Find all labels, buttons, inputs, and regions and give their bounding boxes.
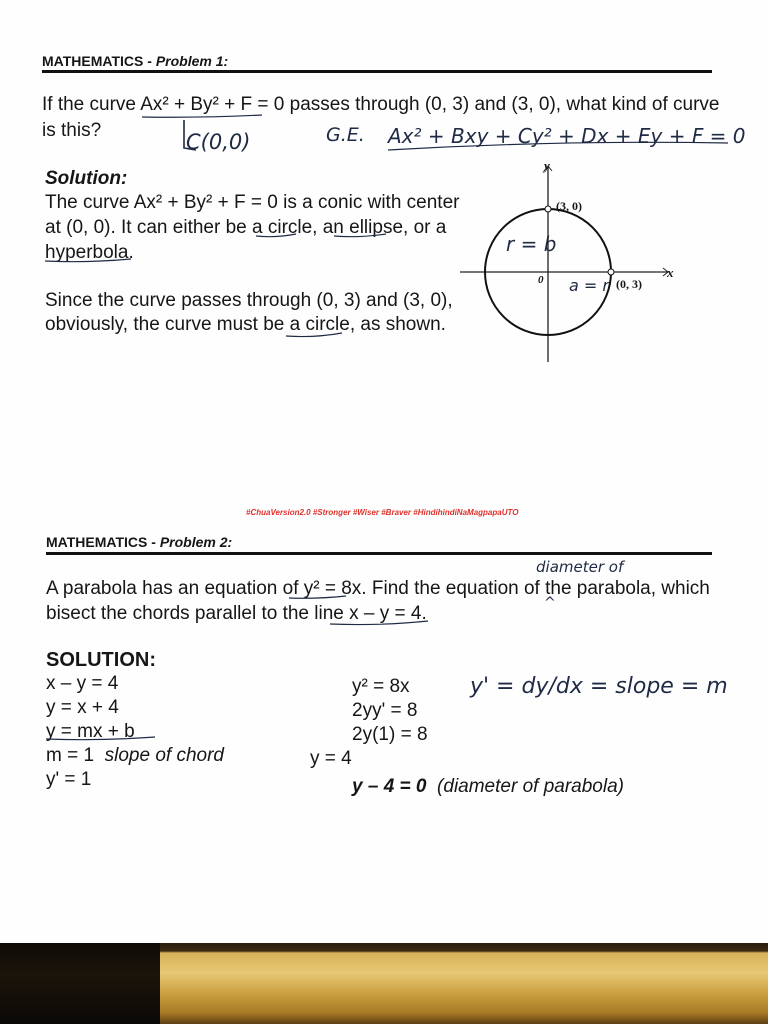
problem1-question-line2: is this? [42, 120, 102, 141]
sol2-left-line: x – y = 4 [46, 673, 119, 694]
hand-r-eq-b: r = b [506, 232, 557, 256]
hand-bracket [184, 120, 196, 150]
solution-line3: hyperbola. [45, 242, 134, 263]
hand-note-general-equation: Ax² + Bxy + Cy² + Dx + Ey + F = 0 [388, 124, 746, 148]
slope-value: m = 1 [46, 745, 95, 766]
answer-note: (diameter of parabola) [437, 776, 624, 797]
solution-line4: Since the curve passes through (0, 3) and (3, 0), [45, 290, 453, 311]
problem1-question-line1: If the curve Ax² + By² + F = 0 passes through (0, 3) and (3, 0), what kind of curve [42, 94, 720, 115]
solution-line5: obviously, the curve must be a circle, as shown. [45, 314, 446, 335]
underline-line-equation [330, 621, 428, 625]
figure-origin-label: 0 [538, 274, 544, 286]
header-dash: - [147, 534, 160, 550]
header-dash: - [143, 53, 156, 69]
underline-slope-form [46, 737, 155, 740]
sol2-left-line: y' = 1 [46, 769, 92, 790]
hand-note-general-equation-label: G.E. [326, 124, 365, 146]
underline-curve-equation [142, 115, 262, 117]
solution-line2: at (0, 0). It can either be a circle, an ellipse, or a [45, 217, 447, 238]
figure-x-axis-label: x [667, 265, 674, 280]
underline-parabola-equation [289, 596, 346, 598]
sol2-middle-line: 2yy' = 8 [352, 700, 418, 721]
underline-circle-answer [286, 333, 342, 337]
hand-a-eq-r: a = r [569, 276, 609, 295]
hand-caret: ^ [544, 595, 556, 611]
underline-hyperbola [45, 259, 131, 262]
header-subject: MATHEMATICS [46, 534, 148, 550]
solution2-title: SOLUTION: [46, 649, 156, 671]
header-problem-number: Problem 1: [155, 53, 229, 69]
circle-figure [460, 166, 668, 362]
sol2-middle-line: y² = 8x [352, 676, 410, 697]
hand-note-center: C(0,0) [186, 130, 251, 154]
solution-title: Solution: [45, 168, 128, 189]
sol2-left-line: y = mx + b [46, 721, 135, 742]
figure-top-point-label: (3, 0) [556, 199, 582, 213]
sol2-middle-line: 2y(1) = 8 [352, 724, 428, 745]
figure-y-axis-label: y [544, 158, 550, 173]
hand-derivative-note: y' = dy/dx = slope = m [470, 674, 728, 699]
underline-circle [256, 234, 296, 237]
header-problem-number: Problem 2: [159, 534, 233, 550]
right-point-marker [608, 269, 614, 275]
hand-insert-diameter-of: diameter of [536, 558, 624, 576]
sol2-y-eq-4: y = 4 [310, 748, 352, 769]
figure-right-point-label: (0, 3) [616, 277, 642, 291]
underline-ellipse [334, 234, 386, 237]
solution-line1: The curve Ax² + By² + F = 0 is a conic with center [45, 192, 460, 213]
top-point-marker [545, 206, 551, 212]
slope-note: slope of chord [104, 745, 224, 766]
sol2-left-line: y = x + 4 [46, 697, 119, 718]
answer-equation: y – 4 = 0 [352, 776, 427, 797]
problem2-question-line2: bisect the chords parallel to the line x – y = 4. [46, 603, 427, 624]
underline-general-equation [388, 142, 728, 150]
hashtag-banner: #ChuaVersion2.0 #Stronger #Wiser #Braver #HindihindiNaMagpapaUTO [246, 508, 519, 517]
header-subject: MATHEMATICS [42, 53, 144, 69]
problem2-question-line1: A parabola has an equation of y² = 8x. Find the equation of the parabola, which [46, 578, 710, 599]
